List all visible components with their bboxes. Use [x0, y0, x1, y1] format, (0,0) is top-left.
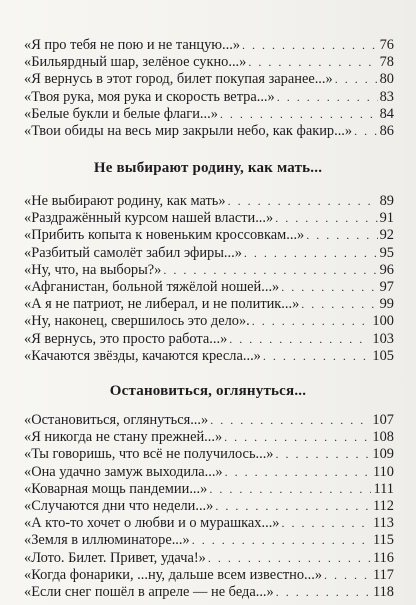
- toc-entry-title: «А кто-то хочет о любви и о мурашках...»: [24, 515, 280, 532]
- toc-entry-page: 107: [372, 412, 394, 428]
- toc-entry-title: «Афганистан, больной тяжёлой ношей...»: [24, 278, 280, 295]
- toc-entry: [24, 331, 394, 348]
- toc-entry-page: 109: [372, 446, 394, 463]
- toc-entry-title: «Она удачно замуж выходила...»: [24, 463, 223, 480]
- toc-entry: [24, 446, 394, 463]
- toc-leader-dots: [276, 584, 371, 601]
- toc-entry-title: «Качаются звёзды, качаются кресла...»: [24, 347, 261, 364]
- toc-group-2: [24, 193, 394, 365]
- toc-entry-title: «Я вернусь в этот город, билет покупая заранее...»: [24, 71, 333, 88]
- toc-entry: [24, 71, 394, 88]
- toc-entry-page: 110: [372, 463, 394, 480]
- toc-entry-page: 86: [379, 122, 394, 139]
- toc-entry-title: «Если снег пошёл в апреле — не беда...»: [24, 583, 274, 600]
- toc-entry-page: 80: [379, 71, 394, 88]
- toc-entry-title: «Разбитый самолёт забил эфиры...»: [24, 244, 242, 261]
- toc-entry: [24, 429, 394, 446]
- toc-leader-dots: [354, 123, 378, 140]
- toc-leader-dots: [225, 464, 371, 481]
- section-heading: Не выбирают родину, как мать...: [93, 160, 323, 176]
- toc-entry-page: 99: [379, 296, 394, 313]
- toc-entry: [24, 313, 394, 330]
- toc-leader-dots: [215, 498, 371, 515]
- toc-entry-page: 100: [372, 313, 394, 330]
- toc-entry: [24, 37, 394, 54]
- toc-entry: [24, 193, 394, 210]
- toc-leader-dots: [306, 227, 377, 244]
- toc-entry: [24, 262, 394, 279]
- toc-entry-page: 111: [373, 480, 394, 497]
- toc-entry: [24, 123, 394, 140]
- toc-entry-page: 113: [372, 515, 394, 532]
- toc-entry-title: «Лото. Билет. Привет, удача!»: [24, 549, 206, 566]
- toc-entry: [24, 412, 394, 429]
- toc-entry: [24, 481, 394, 498]
- toc-leader-dots: [192, 532, 371, 549]
- toc-leader-dots: [301, 296, 377, 313]
- toc-leader-dots: [275, 210, 377, 227]
- toc-entry-title: «Я вернусь, это просто работа...»: [24, 330, 228, 347]
- toc-entry: [24, 498, 394, 515]
- toc-entry: [24, 54, 394, 71]
- toc-entry-page: 84: [379, 105, 394, 122]
- toc-entry: [24, 584, 394, 601]
- toc-entry-page: 83: [379, 88, 394, 105]
- toc-group-3: [24, 412, 394, 601]
- toc-entry-title: «Ну, что, на выборы?»: [24, 261, 162, 278]
- toc-leader-dots: [277, 89, 378, 106]
- section-heading: Остановиться, оглянуться...: [109, 383, 307, 399]
- toc-group-1: [24, 37, 394, 140]
- toc-leader-dots: [248, 54, 377, 71]
- toc-leader-dots: [276, 446, 371, 463]
- toc-leader-dots: [209, 481, 371, 498]
- toc-leader-dots: [210, 412, 370, 429]
- toc-entry-title: «Ну, наконец, свершилось это дело».: [24, 313, 250, 330]
- toc-entry: [24, 348, 394, 365]
- toc-entry-page: 91: [379, 210, 394, 227]
- toc-entry-page: 95: [379, 244, 394, 261]
- toc-leader-dots: [324, 567, 371, 584]
- toc-entry-page: 108: [372, 429, 394, 446]
- toc-entry-title: «Твоя рука, моя рука и скорость ветра...»: [24, 88, 275, 105]
- toc-entry: [24, 89, 394, 106]
- toc-leader-dots: [263, 348, 371, 365]
- toc-entry: [24, 279, 394, 296]
- toc-entry-title: «А я не патриот, не либерал, и не политик...»: [24, 296, 300, 313]
- toc-leader-dots: [242, 37, 378, 54]
- toc-entry-page: 76: [379, 37, 394, 53]
- toc-entry-title: «Прибить копыта к новеньким кроссовкам...»: [24, 227, 305, 244]
- toc-entry-title: «Ты говоришь, что всё не получилось...»: [24, 446, 274, 463]
- toc-entry-page: 92: [379, 227, 394, 244]
- toc-entry: [24, 210, 394, 227]
- toc-entry-title: «Белые букли и белые флаги...»: [24, 105, 218, 122]
- toc-leader-dots: [282, 515, 371, 532]
- toc-entry: [24, 245, 394, 262]
- toc-entry: [24, 550, 394, 567]
- toc-leader-dots: [220, 106, 378, 123]
- toc-entry-title: «Я никогда не стану прежней...»: [24, 429, 223, 446]
- toc-entry-page: 96: [379, 261, 394, 278]
- toc-entry: [24, 464, 394, 481]
- toc-entry-page: 112: [372, 497, 394, 514]
- toc-entry: [24, 567, 394, 584]
- toc-leader-dots: [252, 313, 371, 330]
- toc-entry-title: «Земля в иллюминаторе...»: [24, 532, 190, 549]
- toc-entry-title: «Остановиться, оглянуться...»: [24, 412, 209, 428]
- toc-entry-page: 89: [379, 193, 394, 209]
- toc-entry-page: 116: [372, 549, 394, 566]
- toc-entry: [24, 227, 394, 244]
- toc-leader-dots: [281, 279, 377, 296]
- toc-entry: [24, 515, 394, 532]
- toc-entry-title: «Твои обиды на весь мир закрыли небо, как факир...»: [24, 122, 353, 139]
- toc-entry: [24, 106, 394, 123]
- toc-entry: [24, 296, 394, 313]
- toc-entry-title: «Когда фонарики, ...ну, дальше всем известно...»: [24, 566, 323, 583]
- toc-entry-page: 117: [372, 566, 394, 583]
- toc-entry-title: «Бильярдный шар, зелёное сукно...»: [24, 54, 247, 71]
- toc-entry-title: «Коварная мощь пандемии...»: [24, 480, 208, 497]
- toc-entry: [24, 532, 394, 549]
- toc-leader-dots: [335, 71, 378, 88]
- toc-leader-dots: [244, 245, 378, 262]
- toc-entry-page: 105: [372, 347, 394, 364]
- toc-entry-title: «Не выбирают родину, как мать»: [24, 193, 226, 209]
- toc-entry-page: 97: [379, 278, 394, 295]
- toc-entry-page: 103: [372, 330, 394, 347]
- toc-leader-dots: [228, 193, 378, 210]
- toc-entry-title: «Раздражённый курсом нашей власти...»: [24, 210, 274, 227]
- toc-leader-dots: [163, 262, 377, 279]
- toc-entry-page: 115: [372, 532, 394, 549]
- toc-entry-title: «Я про тебя не пою и не танцую...»: [24, 37, 241, 53]
- toc-entry-page: 78: [379, 54, 394, 71]
- toc-leader-dots: [224, 429, 370, 446]
- toc-leader-dots: [229, 331, 370, 348]
- toc-entry-title: «Случаются дни что недели...»: [24, 497, 214, 514]
- toc-leader-dots: [208, 550, 371, 567]
- toc-entry-page: 118: [372, 583, 394, 600]
